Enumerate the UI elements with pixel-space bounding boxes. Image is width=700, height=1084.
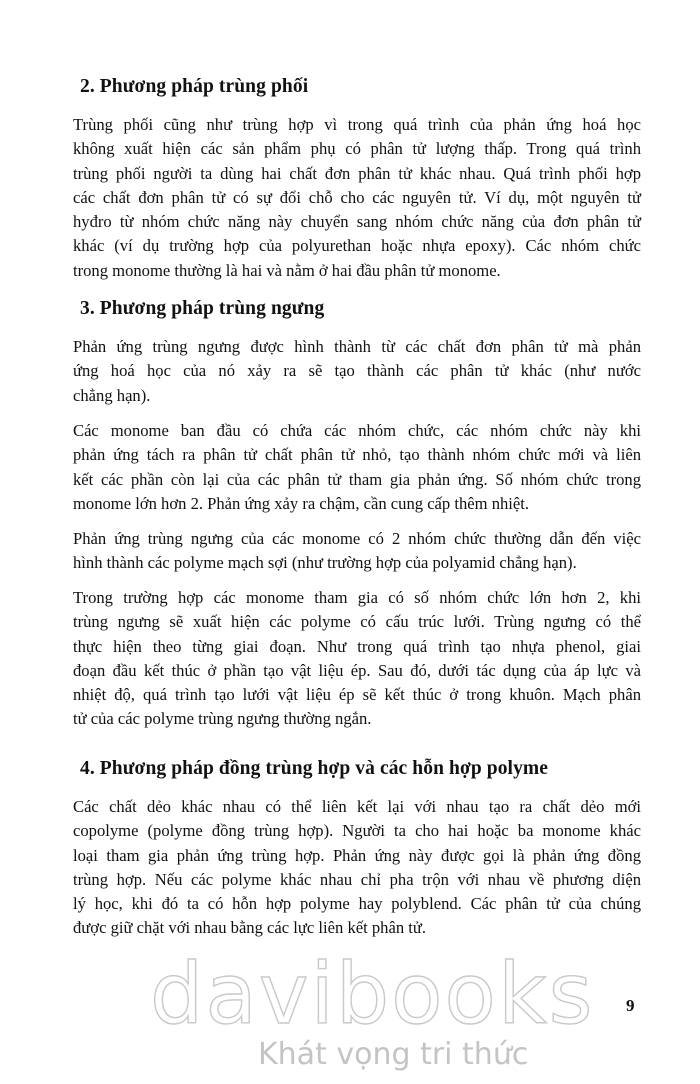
page-number: 9 (626, 996, 635, 1015)
text-line: Phản ứng trùng ngưng được hình thành từ các chất đơn phân tử mà phản (73, 337, 641, 356)
text-line: khác (ví dụ trường hợp của polyurethan hoặc nhựa epoxy). Các nhóm chức (73, 236, 641, 256)
section-heading-3: 3. Phương pháp trùng ngưng (80, 298, 325, 319)
text-line: ứng hoá học của nó xảy ra sẽ tạo thành các phân tử khác (như nước (73, 361, 641, 381)
text-line: phản ứng tách ra phân tử chất phân tử nhỏ, tạo thành nhóm chức mới và liên (73, 445, 641, 465)
text-line: được giữ chặt với nhau bằng các lực liên kết phân tử. (73, 918, 427, 938)
text-line: Các chất dẻo khác nhau có thể liên kết lại với nhau tạo ra chất dẻo mới (73, 797, 641, 816)
text-line: trùng ngưng sẽ xuất hiện các polyme có cấu trúc lưới. Trùng ngưng có thể (73, 612, 641, 632)
text-line: đoạn đầu kết thúc ở phần tạo vật liệu ép. Sau đó, dưới tác dụng của áp lực và (73, 660, 641, 680)
text-line: thực hiện theo từng giai đoạn. Như trong quá trình tạo nhựa phenol, giai (73, 636, 641, 656)
text-line: Trùng phối cũng như trùng hợp vì trong quá trình của phản ứng hoá học (73, 115, 641, 134)
paragraph-2-1 (73, 113, 641, 283)
text-line: hình thành các polyme mạch sợi (như trường hợp của polyamid chẳng hạn). (73, 553, 577, 573)
watermark-logo: davibooks (150, 945, 595, 1043)
paragraph-3-4 (73, 586, 641, 732)
text-line: Phản ứng trùng ngưng của các monome có 2 nhóm chức thường dẫn đến việc (73, 529, 641, 548)
text-line: loại tham gia phản ứng trùng hợp. Phản ứng này được gọi là phản ứng đồng (73, 845, 641, 865)
text-line: các chất đơn phân tử có sự đổi chỗ cho các nguyên tử. Ví dụ, một nguyên tử (73, 187, 641, 207)
paragraph-3-3 (73, 527, 641, 576)
text-line: Các monome ban đầu có chứa các nhóm chức, các nhóm chức này khi (73, 421, 641, 440)
text-line: Trong trường hợp các monome tham gia có số nhóm chức lớn hơn 2, khi (73, 588, 641, 607)
text-line: monome lớn hơn 2. Phản ứng xảy ra chậm, cần cung cấp thêm nhiệt. (73, 493, 530, 513)
text-line: chẳng hạn). (73, 385, 151, 405)
paragraph-4-1 (73, 795, 641, 941)
text-line: tử của các polyme trùng ngưng thường ngắn. (73, 709, 372, 729)
section-heading-2: 2. Phương pháp trùng phối (80, 76, 309, 97)
text-line: trùng hợp. Nếu các polyme khác nhau chỉ pha trộn với nhau về phương diện (73, 869, 641, 889)
text-line: trong monome thường là hai và nằm ở hai đầu phân tử monome. (73, 260, 501, 280)
watermark-tagline: Khát vọng tri thức (258, 1037, 529, 1072)
text-line: không xuất hiện các sản phẩm phụ có phân tử lượng thấp. Trong quá trình (73, 139, 641, 159)
text-line: lý học, khi đó ta có hỗn hợp polyme hay polyblend. Các phân tử của chúng (73, 894, 641, 914)
section-heading-4: 4. Phương pháp đồng trùng hợp và các hỗn hợp polyme (80, 758, 549, 779)
text-line: trùng phối người ta dùng hai chất đơn phân tử khác nhau. Quá trình phối hợp (73, 163, 641, 183)
paragraph-3-1 (73, 335, 641, 408)
text-line: kết các phần còn lại của các phân tử tham gia phản ứng. Số nhóm chức trong (73, 469, 641, 489)
text-line: nhiệt độ, quá trình tạo lưới vật liệu ép sẽ kết thúc ở trong khuôn. Mạch phân (73, 685, 641, 705)
paragraph-3-2 (73, 419, 641, 516)
text-line: copolyme (polyme đồng trùng hợp). Người ta cho hai hoặc ba monome khác (73, 821, 641, 841)
text-line: hyđro từ nhóm chức năng này chuyển sang nhóm chức năng của đơn phân tử (73, 212, 641, 232)
